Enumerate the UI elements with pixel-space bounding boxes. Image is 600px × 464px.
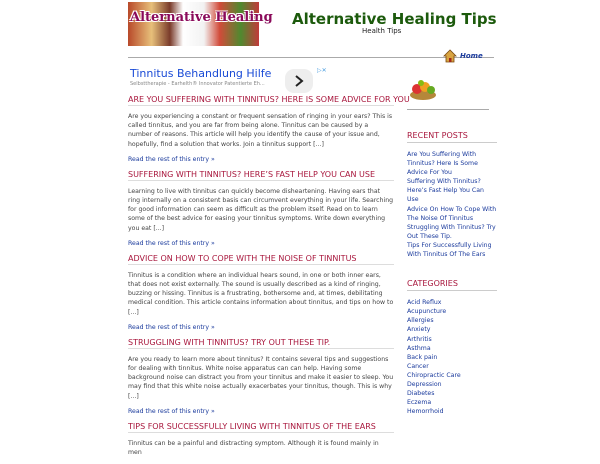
read-more-link[interactable]: Read the rest of this entry »	[128, 323, 215, 331]
recent-post-link[interactable]: Suffering With Tinnitus? Here’s Fast Help You Can Use	[407, 178, 484, 204]
post-excerpt: Learning to live with tinnitus can quickly become disheartening. Having ears that ring internally on a consistent basis can circumvent everything in your life. Searching for good information can seem as difficult as the problem itself. Read on to learn some of the best advice for easing your tinnitus symptoms. Write down everything you eat [...]	[128, 187, 394, 232]
logo-text: Alternative Healing	[130, 10, 273, 25]
post-excerpt: Are you ready to learn more about tinnitus? It contains several tips and suggestions for dealing with tinnitus. White noise apparatus can can help. Having some background noise can distract you from your tinnitus and make it easier to sleep. You may find that this white noise actually exacerbates your tinnitus, though. This is why [...]	[128, 355, 394, 400]
site-logo[interactable]	[128, 2, 273, 46]
post-excerpt: Are you experiencing a constant or frequent sensation of ringing in your ears? This is called tinnitus, and you are far from being alone. Tinnitus can be caused by a number of reasons. This article will help you identify the cause of your issue and, hopefully, find a solution that works. Join a tinnitus support [...]	[128, 113, 393, 148]
post-list	[128, 95, 410, 464]
category-link[interactable]: Back pain	[407, 353, 438, 361]
post-title-link[interactable]: ADVICE ON HOW TO COPE WITH THE NOISE OF TINNITUS	[128, 254, 394, 265]
site-title[interactable]: Alternative Healing Tips	[292, 10, 497, 28]
category-link[interactable]: Allergies	[407, 317, 434, 325]
sidebar	[407, 73, 497, 416]
post-title-link[interactable]: STRUGGLING WITH TINNITUS? TRY OUT THESE TIP.	[128, 338, 394, 349]
post-title-link[interactable]: ARE YOU SUFFERING WITH TINNITUS? HERE IS SOME ADVICE FOR YOU	[128, 95, 410, 104]
recent-posts-list	[407, 150, 497, 259]
read-more-link[interactable]: Read the rest of this entry »	[128, 155, 215, 163]
post	[128, 422, 394, 457]
categories-heading: CATEGORIES	[407, 279, 497, 291]
sidebar-divider	[407, 109, 489, 110]
post-excerpt: Tinnitus is a condition where an individual hears sound, in one or both inner ears, that does not exist externally. The sound is usually described as a kind of ringing, buzzing or hissing. Tinnitus is a frustrating, bothersome and, at times, debilitating medical condition. This article contains information about tinnitus, and tips on how to [...]	[128, 271, 394, 316]
post	[128, 254, 394, 331]
category-link[interactable]: Eczema	[407, 399, 432, 407]
post-excerpt: Tinnitus can be a painful and distracting symptom. Although it is found mainly in men	[128, 439, 379, 457]
post-title-link[interactable]: TIPS FOR SUCCESSFULLY LIVING WITH TINNITUS OF THE EARS	[128, 422, 394, 433]
recent-post-link[interactable]: Are You Suffering With Tinnitus? Here Is Some Advice For You	[407, 151, 478, 177]
category-link[interactable]: Anxiety	[407, 326, 431, 334]
chevron-right-icon	[294, 75, 304, 87]
category-link[interactable]: Cancer	[407, 362, 429, 370]
ad-open-button[interactable]	[285, 69, 313, 93]
post	[128, 338, 394, 415]
site-description: Health Tips	[362, 27, 402, 35]
ad-title[interactable]: Tinnitus Behandlung Hilfe	[130, 67, 272, 80]
recent-post-link[interactable]: Struggling With Tinnitus? Try Out These Tip.	[407, 223, 496, 240]
read-more-link[interactable]: Read the rest of this entry »	[128, 239, 215, 247]
category-link[interactable]: Depression	[407, 380, 442, 388]
category-link[interactable]: Arthritis	[407, 335, 432, 343]
post	[128, 95, 410, 163]
post	[128, 170, 394, 247]
nav-home-link[interactable]: Home	[460, 52, 483, 60]
read-more-link[interactable]: Read the rest of this entry »	[128, 407, 215, 415]
category-link[interactable]: Asthma	[407, 344, 431, 352]
categories-list	[407, 298, 497, 416]
home-icon[interactable]	[443, 49, 457, 63]
post-title-link[interactable]: SUFFERING WITH TINNITUS? HERE’S FAST HELP YOU CAN USE	[128, 170, 394, 181]
category-link[interactable]: Acupuncture	[407, 308, 447, 316]
ad-banner[interactable]	[128, 67, 328, 94]
recent-posts-heading: RECENT POSTS	[407, 131, 497, 143]
recent-post-link[interactable]: Tips For Successfully Living With Tinnitus Of The Ears	[407, 241, 492, 259]
category-link[interactable]: Hemorrhoid	[407, 408, 444, 416]
category-link[interactable]: Chiropractic Care	[407, 371, 461, 379]
nav-divider	[128, 57, 494, 58]
recent-post-link[interactable]: Advice On How To Cope With The Noise Of Tinnitus	[407, 205, 497, 222]
category-link[interactable]: Acid Reflux	[407, 299, 442, 307]
ad-subtitle: Selbsttherapie - Earhelth® Innovator Patentierte Eh...	[130, 81, 265, 87]
adchoices-icon[interactable]: ▷✕	[317, 67, 327, 74]
fruit-basket-image	[408, 73, 438, 103]
category-link[interactable]: Diabetes	[407, 390, 435, 398]
